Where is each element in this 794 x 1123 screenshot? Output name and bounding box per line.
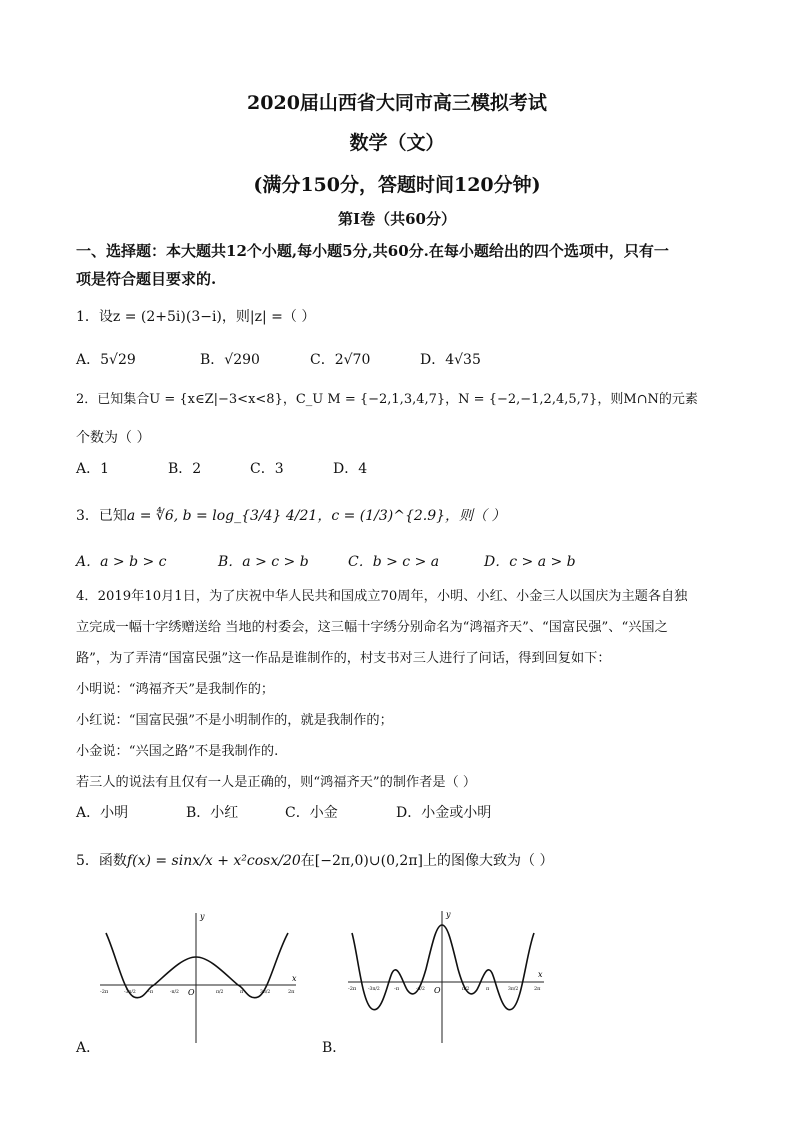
graph-b	[344, 905, 554, 1045]
q3-option-c: C．b > c > a	[348, 554, 440, 570]
graph-b-y-label: y	[446, 910, 451, 919]
q4-line3: 路”，为了弄清“国富民强”这一作品是谁制作的，村支书对三人进行了问话，得到回复如下：	[76, 651, 611, 666]
q1-option-c: C．2√70	[310, 352, 371, 368]
q3-option-d: D．c > a > b	[484, 554, 576, 570]
graph-b-neg3pi2-label: -3π/2	[368, 987, 380, 992]
subject-title: 数学（文）	[349, 132, 445, 154]
q2-line1: 2．已知集合U = {x∈Z|−3<x<8}，C_U M = {−2,1,3,4,7}，N = {−2,−1,2,4,5,7}，则M∩N的元素	[76, 392, 698, 407]
q1-text: 1．设z = (2+5i)(3−i)，则|z| =（ ）	[76, 309, 316, 325]
q1-option-a: A．5√29	[76, 352, 136, 368]
graph-b-label: B．	[322, 1040, 347, 1056]
q3-text	[76, 505, 506, 525]
graph-a-x-label: x	[292, 974, 297, 983]
graph-a-pos3pi2-label: 3π/2	[260, 990, 271, 995]
q3-prefix: 3．已知	[76, 508, 127, 524]
instructions-line1: 一、选择题：本大题共12个小题,每小题5分,共60分.在每小题给出的四个选项中，只有一	[76, 242, 669, 260]
graph-a-origin-label: O	[188, 988, 195, 997]
graph-a-neg2pi-label: -2π	[100, 989, 109, 995]
graph-b-pos3pi2-label: 3π/2	[508, 987, 519, 992]
q5-suffix: 在[−2π,0)∪(0,2π]上的图像大致为（ ）	[300, 853, 554, 869]
graph-b-pospi-label: π	[486, 986, 490, 992]
graph-b-negpi-label: -π	[394, 986, 399, 992]
exam-title: 2020届山西省大同市高三模拟考试	[247, 92, 547, 114]
q4-line2: 立完成一幅十字绣赠送给 当地的村委会，这三幅十字绣分别命名为“鸿福齐天”、“国富民强”、“兴国之	[76, 620, 668, 635]
q4-option-c: C．小金	[285, 805, 338, 821]
q4-line4: 小明说：“鸿福齐天”是我制作的；	[76, 682, 275, 697]
graph-b-origin-label: O	[434, 986, 441, 995]
q2-option-d: D．4	[333, 461, 368, 477]
q2-line2: 个数为（ ）	[76, 430, 151, 446]
exam-info: (满分150分，答题时间120分钟)	[253, 174, 541, 196]
graph-b-pos2pi-label: 2π	[534, 986, 541, 992]
graph-a-pos2pi-label: 2π	[288, 989, 295, 995]
graph-b-pospi2-label: π/2	[462, 987, 470, 992]
q2-option-a: A．1	[76, 461, 110, 477]
q1-option-d: D．4√35	[420, 352, 481, 368]
graph-a-y-label: y	[200, 912, 205, 921]
q5-prefix: 5．函数	[76, 853, 127, 869]
graph-a	[96, 905, 306, 1045]
q1-option-b: B．√290	[200, 352, 260, 368]
q4-option-b: B．小红	[186, 805, 239, 821]
q5-expression: f(x) = sinx/x + x²cosx/20	[126, 853, 301, 869]
q4-line7: 若三人的说法有且仅有一人是正确的，则“鸿福齐天”的制作者是（ ）	[76, 775, 477, 790]
q4-line1: 4．2019年10月1日，为了庆祝中华人民共和国成立70周年，小明、小红、小金三人以国庆为主题各自独	[76, 589, 688, 604]
q4-line5: 小红说：“国富民强”不是小明制作的，就是我制作的；	[76, 713, 393, 728]
graph-b-x-label: x	[538, 970, 543, 979]
section-title: 第Ⅰ卷（共60分）	[338, 210, 456, 228]
graph-b-neg2pi-label: -2π	[348, 986, 357, 992]
graph-a-curve	[106, 933, 288, 998]
graph-a-label: A．	[76, 1040, 101, 1056]
instructions-line2: 项是符合题目要求的.	[76, 270, 217, 288]
q2-option-c: C．3	[250, 461, 284, 477]
graph-a-neg3pi2-label: -3π/2	[124, 990, 136, 995]
graph-b-curve	[352, 925, 534, 1010]
q5-text	[76, 850, 553, 870]
graph-b-negpi2-label: -π/2	[416, 987, 425, 992]
q3-option-a: A．a > b > c	[76, 554, 167, 570]
graph-a-negpi-label: -π	[148, 989, 153, 995]
graph-a-pospi2-label: π/2	[216, 990, 224, 995]
q4-option-d: D．小金或小明	[396, 805, 492, 821]
q4-line6: 小金说：“兴国之路”不是我制作的.	[76, 744, 279, 759]
q3-option-b: B．a > c > b	[218, 554, 309, 570]
graph-a-negpi2-label: -π/2	[170, 990, 179, 995]
q2-option-b: B．2	[168, 461, 202, 477]
graph-a-pospi-label: π	[240, 989, 244, 995]
q4-option-a: A．小明	[76, 805, 129, 821]
q3-expression: a = ∜6, b = log_{3/4} 4/21，c = (1/3)^{2.9}，则（ ）	[126, 508, 506, 524]
